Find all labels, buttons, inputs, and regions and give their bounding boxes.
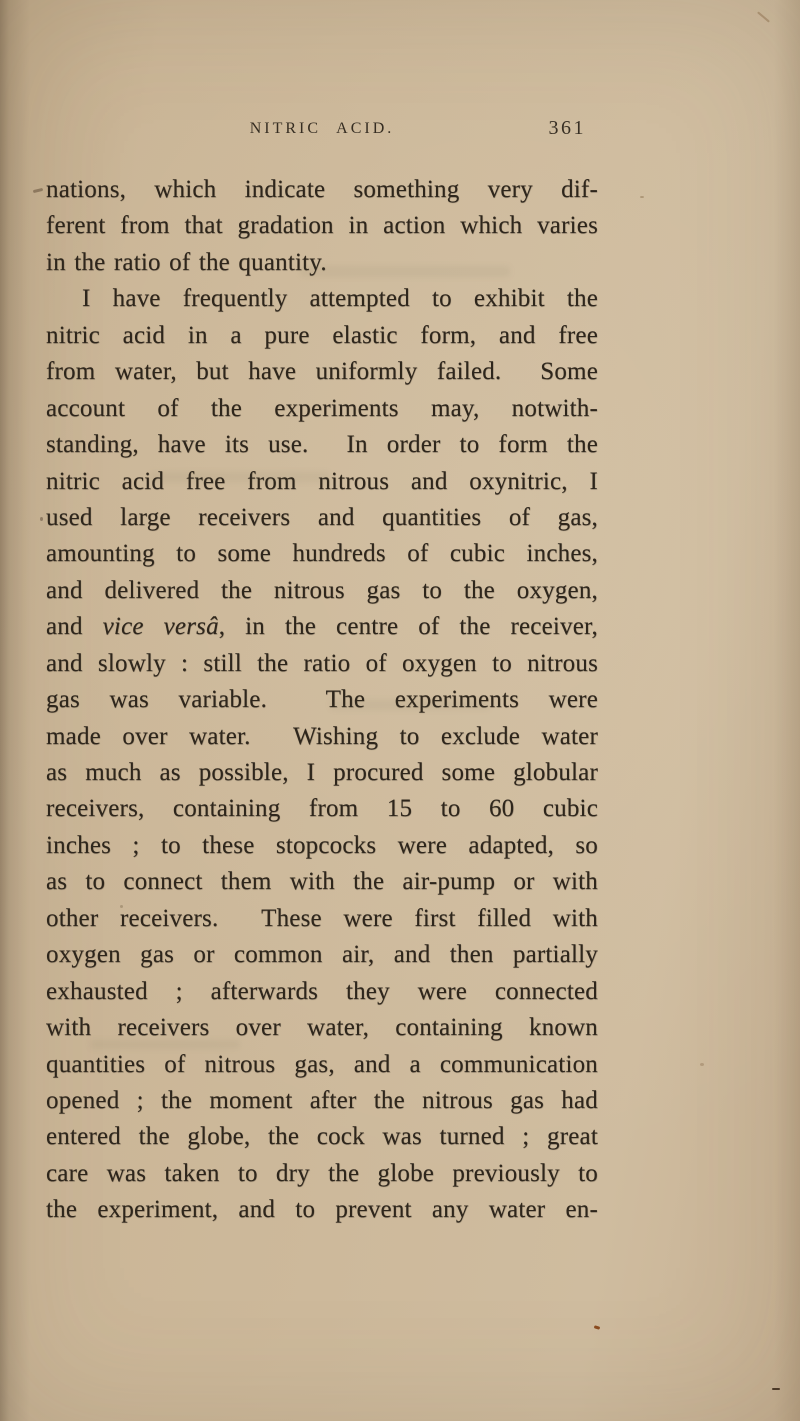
text-line xyxy=(46,536,598,572)
text-segment: as to connect them with the air-pump or with xyxy=(46,868,598,896)
text-line xyxy=(46,755,598,791)
show-through-mark xyxy=(300,266,510,277)
text-line xyxy=(46,609,598,645)
text-line xyxy=(46,573,598,609)
running-head: NITRIC ACID. xyxy=(249,120,395,137)
text-segment: I have frequently attempted to exhibit the xyxy=(82,285,598,313)
text-line xyxy=(46,791,598,827)
paper-speck xyxy=(594,1325,601,1330)
text-segment: nations, which indicate something very dif- xyxy=(46,176,598,203)
show-through-mark xyxy=(150,472,330,482)
text-line xyxy=(46,1047,598,1083)
text-segment: oxygen gas or common air, and then partially xyxy=(46,941,598,969)
text-segment: nitric acid free from nitrous and oxynitric, I xyxy=(46,467,598,495)
text-line xyxy=(46,500,598,536)
text-segment: and delivered the nitrous gas to the oxygen, xyxy=(46,576,598,604)
paper-speck xyxy=(120,905,123,908)
text-segment: and xyxy=(46,613,103,641)
text-segment: nitric acid in a pure elastic form, and free xyxy=(46,321,598,349)
text-line xyxy=(46,318,598,354)
text-line xyxy=(46,172,598,208)
ink-smudge xyxy=(40,517,43,521)
text-line xyxy=(46,828,598,864)
text-segment: in the ratio of the quantity. xyxy=(46,248,327,276)
italic-phrase: vice versâ xyxy=(102,613,219,641)
text-line xyxy=(46,354,598,390)
text-segment: entered the globe, the cock was turned ; great xyxy=(46,1123,598,1151)
page-edge-shading xyxy=(774,0,800,1421)
text-segment: standing, have its use. In order to form the xyxy=(46,431,598,459)
text-segment: from water, but have uniformly failed. Some xyxy=(46,358,598,386)
text-segment: opened ; the moment after the nitrous gas had xyxy=(46,1086,598,1114)
paper-fiber xyxy=(757,11,770,22)
text-segment: the experiment, and to prevent any water en- xyxy=(46,1196,598,1224)
text-line xyxy=(46,646,598,682)
text-segment: amounting to some hundreds of cubic inches, xyxy=(46,540,598,568)
text-segment: quantities of nitrous gas, and a communication xyxy=(46,1050,598,1078)
text-line xyxy=(46,974,598,1010)
text-segment: ferent from that gradation in action which varies xyxy=(46,212,598,240)
text-line xyxy=(46,1083,598,1119)
ink-smudge xyxy=(33,188,43,193)
body-text xyxy=(46,172,598,1229)
text-line xyxy=(46,391,598,427)
text-segment: receivers, containing from 15 to 60 cubic xyxy=(46,795,598,823)
page-number: 361 xyxy=(548,117,586,139)
paper-speck xyxy=(640,196,644,198)
text-line xyxy=(46,901,598,937)
text-segment: as much as possible, I procured some globular xyxy=(46,759,598,786)
text-segment: inches ; to these stopcocks were adapted, so xyxy=(46,831,598,859)
text-segment: account of the experiments may, notwith- xyxy=(46,394,598,422)
text-line xyxy=(46,1119,598,1155)
paper-speck xyxy=(772,1388,780,1390)
text-line xyxy=(46,937,598,973)
text-segment: used large receivers and quantities of gas, xyxy=(46,503,598,531)
text-segment: , in the centre of the receiver, xyxy=(218,613,598,641)
text-line xyxy=(46,682,598,718)
text-line xyxy=(46,1192,598,1228)
text-line xyxy=(46,281,598,317)
text-segment: with receivers over water, containing known xyxy=(46,1014,598,1042)
text-line xyxy=(46,864,598,900)
text-segment: made over water. Wishing to exclude water xyxy=(46,722,598,750)
text-line xyxy=(46,1156,598,1192)
gutter-shadow xyxy=(0,0,34,1421)
text-segment: and slowly : still the ratio of oxygen to nitrous xyxy=(46,649,598,677)
text-line xyxy=(46,208,598,244)
text-segment: gas was variable. The experiments were xyxy=(46,686,598,714)
text-segment: other receivers. These were first filled with xyxy=(46,904,598,932)
text-segment: care was taken to dry the globe previously to xyxy=(46,1159,598,1187)
show-through-mark xyxy=(330,700,490,710)
show-through-mark xyxy=(90,1040,240,1049)
text-line xyxy=(46,719,598,755)
text-line xyxy=(46,427,598,463)
paper-speck xyxy=(700,1063,704,1066)
text-segment: exhausted ; afterwards they were connected xyxy=(46,977,598,1005)
